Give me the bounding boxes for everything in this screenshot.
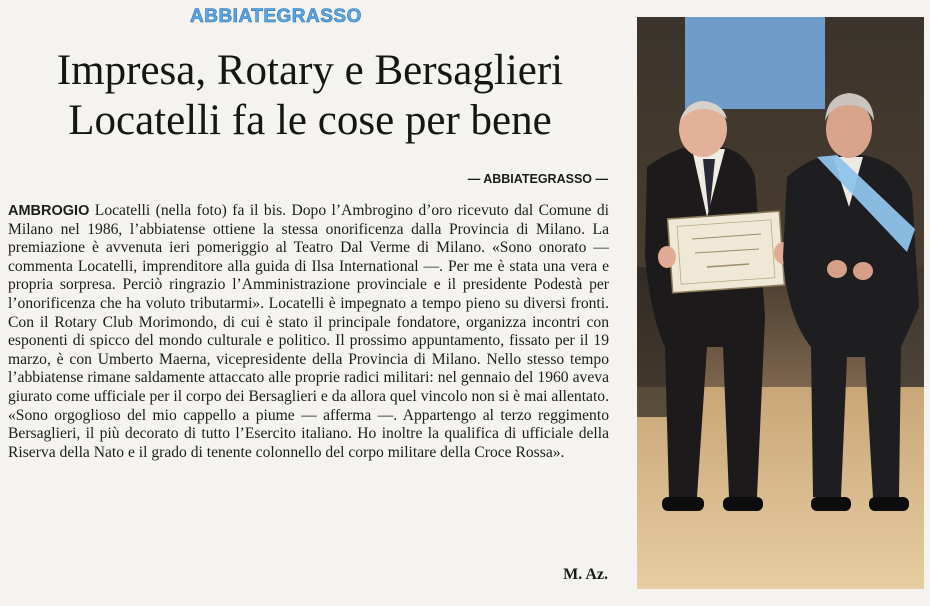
headline — [10, 46, 610, 146]
left-hand — [658, 246, 676, 268]
article-text: Locatelli (nella foto) fa il bis. Dopo l’Ambrogino d’oro ricevuto dal Comune di Milano nel 1986, l’abbiatense ottiene la stessa onorificenza dalla Provincia di Milano. La premiazione è avvenuta ieri pomeriggio al Teatro Dal Verme di Milano. «Sono onorato — commenta Locatelli, imprenditore alla guida di Ilsa International —. Per me è stata una vera e propria sorpresa. Perciò ringrazio l’Amministrazione provinciale e il presidente Podestà per l’onorificenza che ha voluto tributarmi». Locatelli è impegnato a tempo pieno su diversi fronti. Con il Rotary Club Morimondo, di cui è stato il principale fondatore, organizza incontri con esponenti di spicco del mondo culturale e politico. Il prossimo appuntamento, fissato per il 19 marzo, è con Umberto Maerna, vicepresidente della Provincia di Milano. Nello stesso tempo l’abbiatense rimane saldamente attaccato alle proprie radici militari: nel gennaio del 1960 aveva giurato come ufficiale per il corpo dei Bersaglieri e da allora quel vincolo non si è mai allentato. «Sono orgoglioso del mio cappello a piume — afferma —. Appartengo al terzo reggimento Bersaglieri, il più decorato di tutto l’Esercito italiano. Ho inoltre la qualifica di ufficiale della Riserva della Nato e il grado di tenente colonnello del corpo militare della Croce Rossa». — [8, 202, 609, 461]
headline-line-2: Locatelli fa le cose per bene — [68, 97, 552, 144]
lead-word: AMBROGIO — [8, 203, 90, 219]
dateline: — ABBIATEGRASSO — — [467, 172, 608, 186]
award-photo — [637, 17, 924, 589]
headline-line-1: Impresa, Rotary e Bersaglieri — [56, 47, 564, 94]
diploma — [668, 211, 785, 293]
section-label: ABBIATEGRASSO — [190, 6, 362, 27]
author-signature: M. Az. — [563, 566, 608, 583]
stage-screen — [685, 17, 825, 109]
article-body — [8, 202, 609, 462]
award-photo-illustration — [637, 17, 924, 589]
